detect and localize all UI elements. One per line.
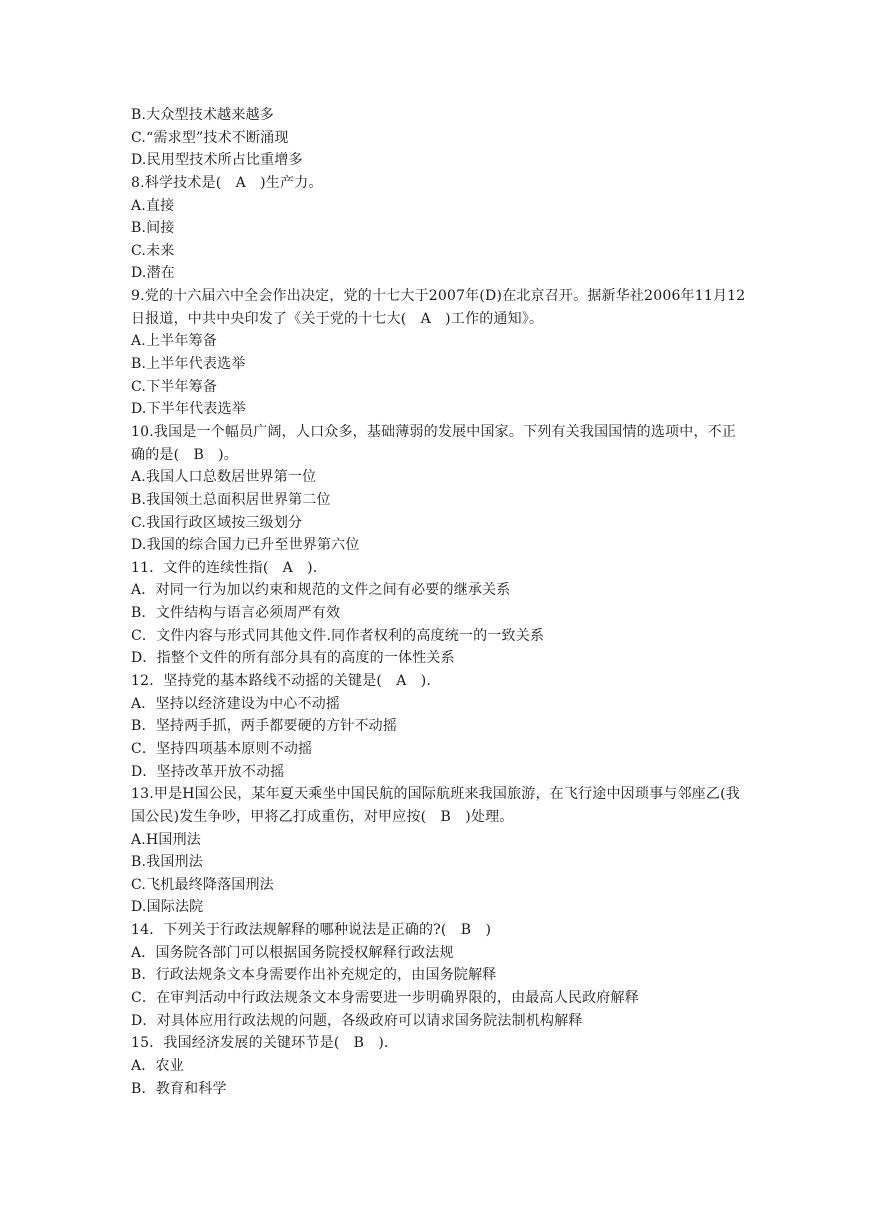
text-line: A．农业 [131, 1057, 184, 1074]
text-line: A．坚持以经济建设为中心不动摇 [131, 695, 341, 712]
text-line: D.民用型技术所占比重增多 [131, 152, 303, 169]
text-line: D.我国的综合国力已升至世界第六位 [131, 537, 360, 554]
text-line: 8.科学技术是( A )生产力。 [131, 174, 323, 191]
text-line: B.间接 [131, 220, 175, 237]
text-line: C．文件内容与形式同其他文件.同作者权利的高度统一的一致关系 [131, 627, 545, 644]
text-line: D．坚持改革开放不动摇 [131, 763, 285, 780]
text-line: B.大众型技术越来越多 [131, 107, 274, 123]
text-line: C.下半年筹备 [131, 378, 218, 395]
text-line: 12．坚持党的基本路线不动摇的关键是( A )． [131, 673, 441, 690]
text-line: 日报道，中共中央印发了《关于党的十七大( A )工作的通知》。 [131, 310, 544, 327]
text-line: B．教育和科学 [131, 1080, 227, 1097]
text-line: A.H国刑法 [131, 831, 201, 848]
text-line: B．文件结构与语言必须周严有效 [131, 605, 341, 622]
text-line: A.我国人口总数居世界第一位 [131, 469, 317, 486]
text-line: C.飞机最终降落国刑法 [131, 876, 274, 893]
text-line: 11．文件的连续性指( A )． [131, 559, 328, 576]
text-line: D.下半年代表选举 [131, 401, 246, 418]
text-line: B.我国刑法 [131, 854, 203, 871]
text-line: D．指整个文件的所有部分具有的高度的一体性关系 [131, 650, 455, 667]
text-line: C.未来 [131, 242, 175, 259]
text-line: A．国务院各部门可以根据国务院授权解释行政法规 [131, 944, 454, 961]
text-line: B.我国领土总面积居世界第二位 [131, 491, 331, 508]
text-line: D.国际法院 [131, 899, 204, 916]
text-line: 15．我国经济发展的关键环节是( B )． [131, 1035, 399, 1052]
text-line: 13.甲是H国公民，某年夏天乘坐中国民航的国际航班来我国旅游，在飞行途中因琐事与邻座乙(我 [131, 786, 740, 803]
text-line: D．对具体应用行政法规的问题，各级政府可以请求国务院法制机构解释 [131, 1012, 583, 1029]
text-line: 10.我国是一个幅员广阔，人口众多，基础薄弱的发展中国家。下列有关我国国情的选项中，不正 [131, 423, 737, 440]
text-line: B.上半年代表选举 [131, 356, 246, 373]
text-line: B．行政法规条文本身需要作出补充规定的，由国务院解释 [131, 967, 497, 984]
text-line: C.我国行政区域按三级划分 [131, 514, 303, 531]
text-line: 14．下列关于行政法规解释的哪种说法是正确的?( B ) [131, 922, 492, 939]
text-line: A.直接 [131, 197, 175, 214]
text-line: A.上半年筹备 [131, 333, 217, 350]
text-line: 9.党的十六届六中全会作出决定，党的十七大于2007年(D)在北京召开。据新华社2006年11月12 [131, 288, 746, 305]
text-line: B．坚持两手抓，两手都要硬的方针不动摇 [131, 718, 398, 735]
text-line: C．坚持四项基本原则不动摇 [131, 740, 313, 757]
text-line: 国公民)发生争吵，甲将乙打成重伤，对甲应按( B )处理。 [131, 808, 514, 825]
text-line: A．对同一行为加以约束和规范的文件之间有必要的继承关系 [131, 582, 511, 599]
text-line: C．在审判活动中行政法规条文本身需要进一步明确界限的，由最高人民政府解释 [131, 989, 639, 1006]
text-line: 确的是( B )。 [131, 446, 239, 463]
document-body [131, 104, 791, 1100]
text-line: C.“需求型”技术不断涌现 [131, 129, 289, 146]
text-line: D.潜在 [131, 265, 175, 282]
